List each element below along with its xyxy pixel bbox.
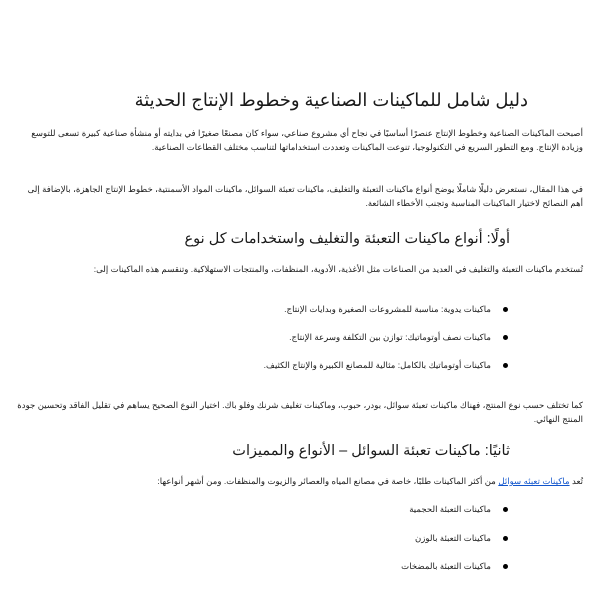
bullet-icon <box>503 564 508 569</box>
list-item-text: ماكينات التعبئة الحجمية <box>409 504 491 514</box>
list-item <box>108 560 508 572</box>
list-item <box>108 331 508 343</box>
list-item <box>108 303 508 315</box>
section-2-heading: ثانيًا: ماكينات تعبئة السوائل – الأنواع والمميزات <box>232 443 510 459</box>
list-item-text: ماكينات يدوية: مناسبة للمشروعات الصغيرة وبدايات الإنتاج. <box>284 304 491 314</box>
bullet-icon <box>503 335 508 340</box>
liquid-filling-machines-link[interactable]: ماكينات تعبئه سوائل <box>498 476 570 486</box>
section-1-paragraph: تُستخدم ماكينات التعبئة والتغليف في العديد من الصناعات مثل الأغذية، الأدوية، المنظفات، والمنتجات الاستهلاكية. وتنقسم هذه الماكينات إلى: <box>93 264 583 274</box>
intro-paragraph-1: أصبحت الماكينات الصناعية وخطوط الإنتاج عنصرًا أساسيًا في نجاح أي مشروع صناعي، سواء كان مصنعًا صغيرًا في بدايته أو منشأة صناعية كبيرة تسعى للتوسع وزيادة الإنتاج. ومع التطور السريع في التكنولوجيا، تنوعت الماكينات وتعددت استخداماتها لتناسب مختلف القطاعات الصناعية. <box>31 128 583 152</box>
intro-paragraph-2: في هذا المقال، نستعرض دليلًا شاملًا يوضح أنواع ماكينات التعبئة والتغليف، ماكينات تعبئة السوائل، ماكينات المواد الأسمنتية، خطوط الإنتاج الجاهزة، بالإضافة إلى أهم النصائح لاختيار الماكينات المناسبة وتجنب الأخطاء الشائعة. <box>27 184 583 208</box>
list-item <box>108 532 508 544</box>
section-1-closing: كما تختلف حسب نوع المنتج، فهناك ماكينات تعبئة سوائل، بودر، حبوب، وماكينات تغليف شرنك وفلو باك. اختيار النوع الصحيح يساهم في تقليل الفاقد وتحسين جودة المنتج النهائي. <box>17 400 583 424</box>
section-1-heading: أولًا: أنواع ماكينات التعبئة والتغليف واستخدامات كل نوع <box>184 231 510 247</box>
page-title: دليل شامل للماكينات الصناعية وخطوط الإنتاج الحديثة <box>134 90 528 110</box>
bullet-icon <box>503 307 508 312</box>
section-2-paragraph <box>13 474 583 488</box>
list-item-text: ماكينات التعبئة بالوزن <box>414 533 491 543</box>
paragraph-suffix: من أكثر الماكينات طلبًا، خاصة في مصانع المياه والعصائر والزيوت والمنظفات. ومن أشهر أنواعها: <box>157 476 499 486</box>
bullet-icon <box>503 507 508 512</box>
list-item <box>108 503 508 515</box>
bullet-icon <box>503 536 508 541</box>
paragraph-prefix: تُعد <box>569 476 583 486</box>
bullet-icon <box>503 363 508 368</box>
list-item-text: ماكينات أوتوماتيك بالكامل: مثالية للمصانع الكبيرة والإنتاج الكثيف. <box>263 360 491 370</box>
list-item-text: ماكينات نصف أوتوماتيك: توازن بين التكلفة وسرعة الإنتاج. <box>289 332 491 342</box>
list-item-text: ماكينات التعبئة بالمضخات <box>401 561 491 571</box>
list-item <box>108 359 508 371</box>
